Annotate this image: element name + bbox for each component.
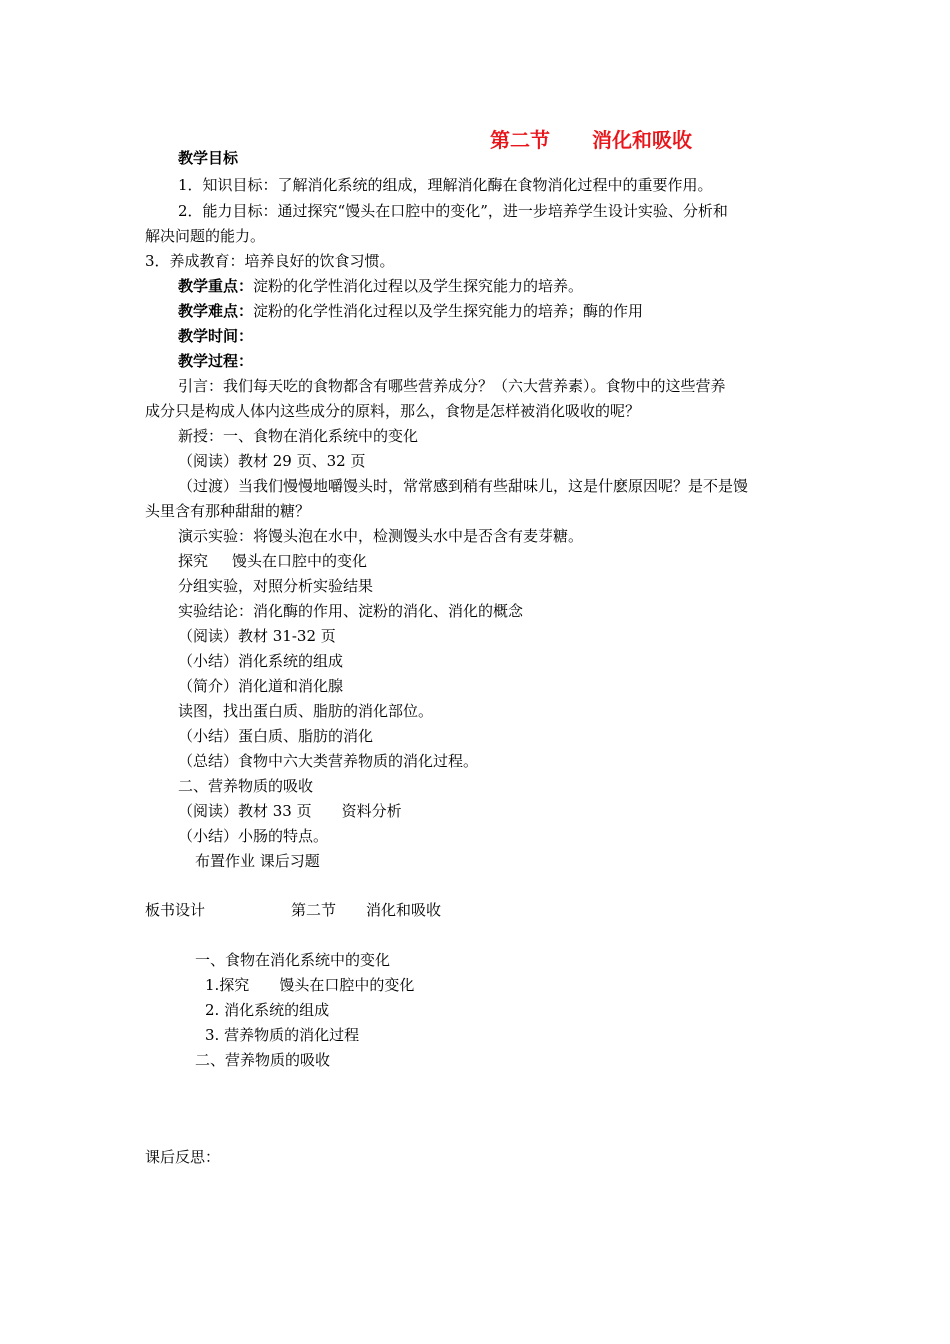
key-point-label: 教学重点： <box>178 277 254 295</box>
page-title <box>490 124 692 153</box>
board-section: 第二节 <box>291 901 337 919</box>
read-2: （阅读）教材 31-32 页 <box>178 627 336 645</box>
demo-experiment: 演示实验：将馒头泡在水中，检测馒头水中是否含有麦芽糖。 <box>178 527 584 545</box>
objective-2-line-1: 2．能力目标：通过探究“馒头在口腔中的变化”，进一步培养学生设计实验、分析和 <box>178 202 728 220</box>
intro-2: （简介）消化道和消化腺 <box>178 677 344 695</box>
time-label: 教学时间： <box>178 327 254 345</box>
total-summary: （总结）食物中六大类营养物质的消化过程。 <box>178 752 479 770</box>
group-experiment: 分组实验，对照分析实验结果 <box>178 577 374 595</box>
objective-1: 1．知识目标：了解消化系统的组成，理解消化酶在食物消化过程中的重要作用。 <box>178 176 713 194</box>
homework: 布置作业 课后习题 <box>195 852 320 870</box>
board-item-1-1-label: 1.探究 <box>205 976 250 994</box>
summary-2: （小结）蛋白质、脂肪的消化 <box>178 727 374 745</box>
transition-line-1: （过渡）当我们慢慢地嚼馒头时，常常感到稍有些甜味儿，这是什麽原因呢？是不是馒 <box>178 477 749 495</box>
board-design <box>145 900 441 920</box>
board-item-1-1-text: 馒头在口腔中的变化 <box>279 976 415 994</box>
board-item-1-1 <box>205 975 414 995</box>
summary-1: （小结）消化系统的组成 <box>178 652 344 670</box>
board-item-1-2: 2. 消化系统的组成 <box>205 1001 330 1019</box>
board-item-1-3: 3. 营养物质的消化过程 <box>205 1026 360 1044</box>
read-1: （阅读）教材 29 页、32 页 <box>178 452 366 470</box>
board-label: 板书设计 <box>145 901 206 919</box>
difficulty-label: 教学难点： <box>178 302 254 320</box>
read-figure: 读图，找出蛋白质、脂肪的消化部位。 <box>178 702 434 720</box>
difficulty-text: 淀粉的化学性消化过程以及学生探究能力的培养；酶的作用 <box>253 302 644 320</box>
title-topic: 消化和吸收 <box>592 128 692 152</box>
key-point-text: 淀粉的化学性消化过程以及学生探究能力的培养。 <box>253 277 584 295</box>
board-item-1: 一、食物在消化系统中的变化 <box>195 951 391 969</box>
board-topic: 消化和吸收 <box>366 901 442 919</box>
read-3-material: 资料分析 <box>341 802 402 820</box>
explore-text: 馒头在口腔中的变化 <box>232 552 368 570</box>
objectives-heading: 教学目标 <box>178 149 239 167</box>
objective-3: 3．养成教育：培养良好的饮食习惯。 <box>145 252 395 270</box>
conclusion: 实验结论：消化酶的作用、淀粉的消化、消化的概念 <box>178 602 524 620</box>
explore-label: 探究 <box>178 552 209 570</box>
objective-2-line-2: 解决问题的能力。 <box>145 227 266 245</box>
intro-line-1: 引言：我们每天吃的食物都含有哪些营养成分？（六大营养素）。食物中的这些营养 <box>178 377 726 395</box>
summary-3: （小结）小肠的特点。 <box>178 827 329 845</box>
intro-line-2: 成分只是构成人体内这些成分的原料，那么，食物是怎样被消化吸收的呢？ <box>145 402 641 420</box>
reflection: 课后反思： <box>145 1148 221 1166</box>
key-point <box>178 276 583 296</box>
read-3-text: （阅读）教材 33 页 <box>178 802 312 820</box>
process-label: 教学过程： <box>178 352 254 370</box>
read-3 <box>178 801 402 821</box>
title-section: 第二节 <box>490 128 550 152</box>
part-two: 二、营养物质的吸收 <box>178 777 314 795</box>
difficulty <box>178 301 643 321</box>
transition-line-2: 头里含有那种甜甜的糖？ <box>145 502 311 520</box>
explore <box>178 551 367 571</box>
board-item-2: 二、营养物质的吸收 <box>195 1051 331 1069</box>
new-lesson: 新授：一、食物在消化系统中的变化 <box>178 427 419 445</box>
